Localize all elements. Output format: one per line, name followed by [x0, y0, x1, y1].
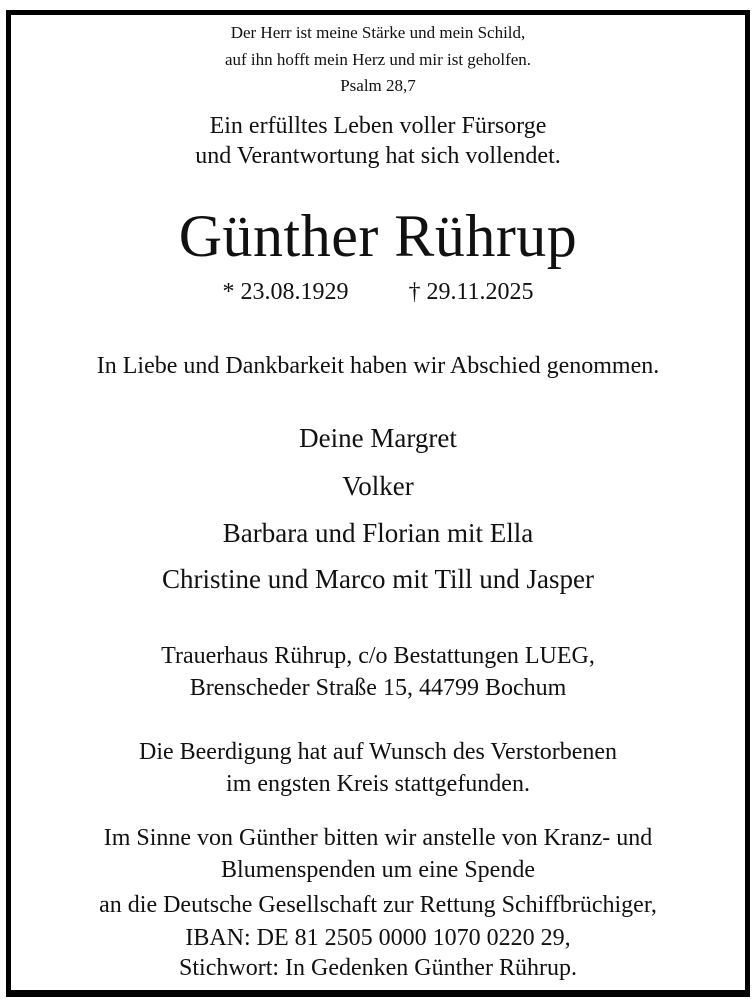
mourner: Volker [342, 471, 414, 501]
verse-line: auf ihn hofft mein Herz und mir ist geholfen. [224, 50, 532, 69]
mourner: Christine und Marco mit Till und Jasper [162, 564, 594, 594]
intro-line: Ein erfülltes Leben voller Fürsorge [209, 113, 547, 139]
life-dates [0, 280, 756, 304]
mourner: Deine Margret [299, 423, 457, 453]
address-line: Brenscheder Straße 15, 44799 Bochum [189, 675, 567, 701]
funeral-line: Die Beerdigung hat auf Wunsch des Verstorbenen [138, 739, 618, 765]
farewell-text: In Liebe und Dankbarkeit haben wir Abschied genommen. [96, 353, 660, 379]
verse-reference: Psalm 28,7 [340, 76, 416, 95]
donation-line: an die Deutsche Gesellschaft zur Rettung Schiffbrüchiger, [99, 892, 657, 918]
donation-line: Im Sinne von Günther bitten wir anstelle von Kranz- und [103, 825, 653, 851]
donation-line: Blumenspenden um eine Spende [221, 857, 535, 883]
verse-line: Der Herr ist meine Stärke und mein Schild, [230, 23, 526, 42]
keyword-line: Stichwort: In Gedenken Günther Rührup. [179, 955, 577, 981]
intro-line: und Verantwortung hat sich vollendet. [195, 143, 561, 169]
mourner: Barbara und Florian mit Ella [222, 518, 534, 548]
funeral-line: im engsten Kreis stattgefunden. [226, 771, 530, 797]
address-line: Trauerhaus Rührup, c/o Bestattungen LUEG, [161, 643, 595, 669]
deceased-name: Günther Rührup [178, 203, 578, 269]
birth-date: * 23.08.1929 [222, 279, 349, 305]
death-date: † 29.11.2025 [408, 279, 534, 305]
iban-line: IBAN: DE 81 2505 0000 1070 0220 29, [185, 925, 571, 951]
